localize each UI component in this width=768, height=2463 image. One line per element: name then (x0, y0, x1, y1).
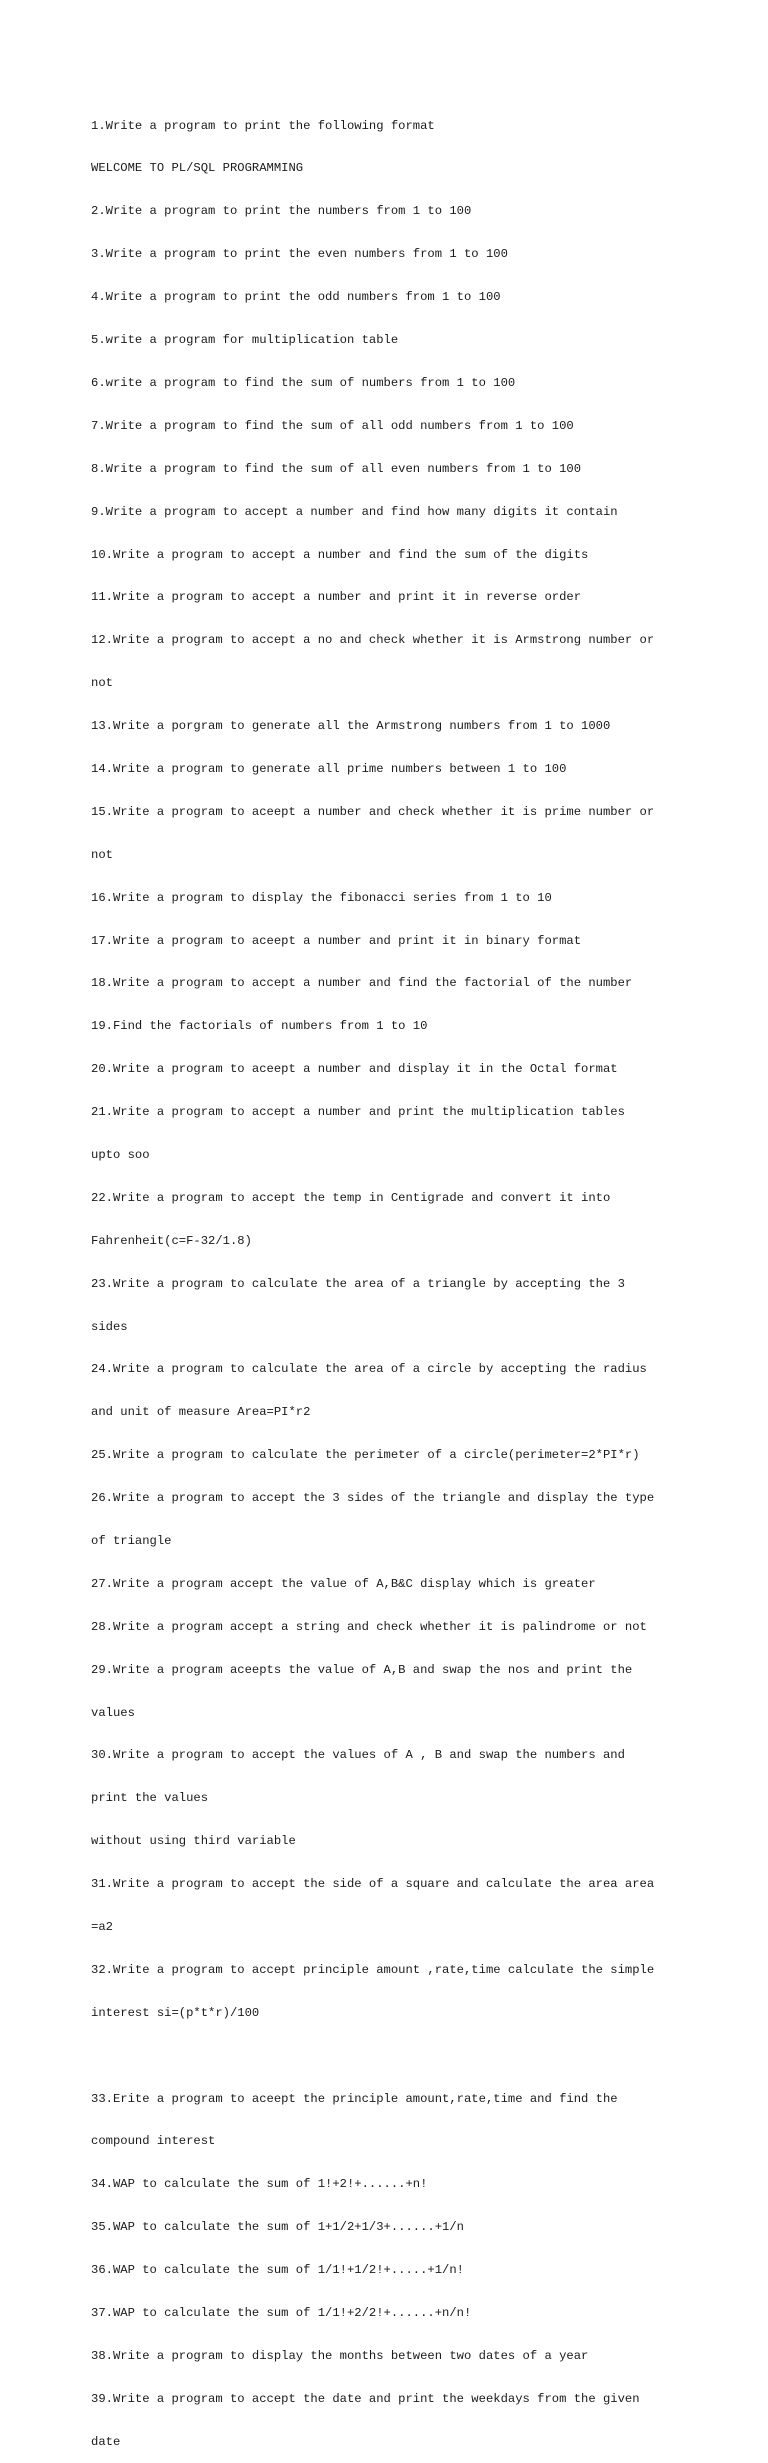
text-line: 19.Find the factorials of numbers from 1 to 10 (91, 1019, 428, 1034)
text-line: 17.Write a program to aceept a number and print it in binary format (91, 933, 582, 948)
text-line: 27.Write a program accept the value of A,B&C display which is greater (91, 1576, 596, 1591)
text-line: 13.Write a porgram to generate all the Armstrong numbers from 1 to 1000 (91, 719, 611, 734)
text-line: sides (91, 1319, 128, 1334)
text-line: 2.Write a program to print the numbers from 1 to 100 (91, 204, 472, 219)
text-line: 21.Write a program to accept a number and print the multiplication tables (91, 1105, 625, 1120)
text-line: 14.Write a program to generate all prime numbers between 1 to 100 (91, 761, 567, 776)
text-line: =a2 (91, 1920, 113, 1934)
text-line: of triangle (91, 1533, 172, 1548)
document-page (91, 90, 691, 2463)
text-line: 9.Write a program to accept a number and find how many digits it contain (91, 504, 618, 519)
text-line: 11.Write a program to accept a number and print it in reverse order (91, 590, 582, 605)
text-line: 26.Write a program to accept the 3 sides of the triangle and display the type (91, 1491, 655, 1506)
text-line: upto soo (91, 1147, 150, 1162)
text-line: 16.Write a program to display the fibonacci series from 1 to 10 (91, 890, 552, 905)
text-line: 15.Write a program to aceept a number and check whether it is prime number or (91, 804, 655, 819)
text-line: 30.Write a program to accept the values of A , B and swap the numbers and (91, 1748, 625, 1763)
text-line: 6.write a program to find the sum of numbers from 1 to 100 (91, 375, 516, 390)
text-line: 5.write a program for multiplication table (91, 333, 399, 348)
text-line: and unit of measure Area=PI*r2 (91, 1405, 311, 1420)
text-line: date (91, 2434, 121, 2449)
text-line: 28.Write a program accept a string and check whether it is palindrome or not (91, 1619, 647, 1634)
text-line: 1.Write a program to print the following format (91, 118, 435, 133)
text-line: compound interest (91, 2134, 216, 2149)
text-line: 7.Write a program to find the sum of all odd numbers from 1 to 100 (91, 418, 574, 433)
text-line: interest si=(p*t*r)/100 (91, 2005, 260, 2020)
text-line: 20.Write a program to aceept a number and display it in the Octal format (91, 1062, 618, 1077)
text-line: 10.Write a program to accept a number and find the sum of the digits (91, 547, 589, 562)
text-line: not (91, 676, 113, 691)
text-line: 22.Write a program to accept the temp in Centigrade and convert it into (91, 1190, 611, 1205)
text-line: without using third variable (91, 1834, 296, 1849)
text-line: 24.Write a program to calculate the area of a circle by accepting the radius (91, 1362, 647, 1377)
text-line: 18.Write a program to accept a number and find the factorial of the number (91, 976, 633, 991)
text-line: not (91, 847, 113, 862)
text-line: 36.WAP to calculate the sum of 1/1!+1/2!+.....+1/n! (91, 2263, 464, 2278)
text-line: 3.Write a program to print the even numbers from 1 to 100 (91, 247, 508, 262)
blank-line (91, 2049, 691, 2063)
text-line: 12.Write a program to accept a no and check whether it is Armstrong number or (91, 633, 655, 648)
text-line: values (91, 1705, 135, 1720)
text-line: 33.Erite a program to aceept the principle amount,rate,time and find the (91, 2091, 618, 2106)
text-line: 32.Write a program to accept principle amount ,rate,time calculate the simple (91, 1962, 655, 1977)
text-line: 25.Write a program to calculate the perimeter of a circle(perimeter=2*PI*r) (91, 1448, 640, 1463)
text-line: 39.Write a program to accept the date and print the weekdays from the given (91, 2391, 640, 2406)
text-line: 38.Write a program to display the months between two dates of a year (91, 2348, 589, 2363)
text-line: 8.Write a program to find the sum of all even numbers from 1 to 100 (91, 461, 582, 476)
text-line: 34.WAP to calculate the sum of 1!+2!+......+n! (91, 2177, 428, 2192)
text-line: 31.Write a program to accept the side of a square and calculate the area area (91, 1877, 655, 1892)
text-line: 4.Write a program to print the odd numbers from 1 to 100 (91, 290, 501, 305)
text-line: Fahrenheit(c=F-32/1.8) (91, 1233, 252, 1248)
text-line: 23.Write a program to calculate the area of a triangle by accepting the 3 (91, 1276, 625, 1291)
text-line: 29.Write a program aceepts the value of A,B and swap the nos and print the (91, 1662, 633, 1677)
text-line: 35.WAP to calculate the sum of 1+1/2+1/3+......+1/n (91, 2220, 464, 2235)
text-line: print the values (91, 1791, 209, 1806)
text-line: WELCOME TO PL/SQL PROGRAMMING (91, 161, 304, 176)
text-line: 37.WAP to calculate the sum of 1/1!+2/2!+......+n/n! (91, 2306, 472, 2321)
